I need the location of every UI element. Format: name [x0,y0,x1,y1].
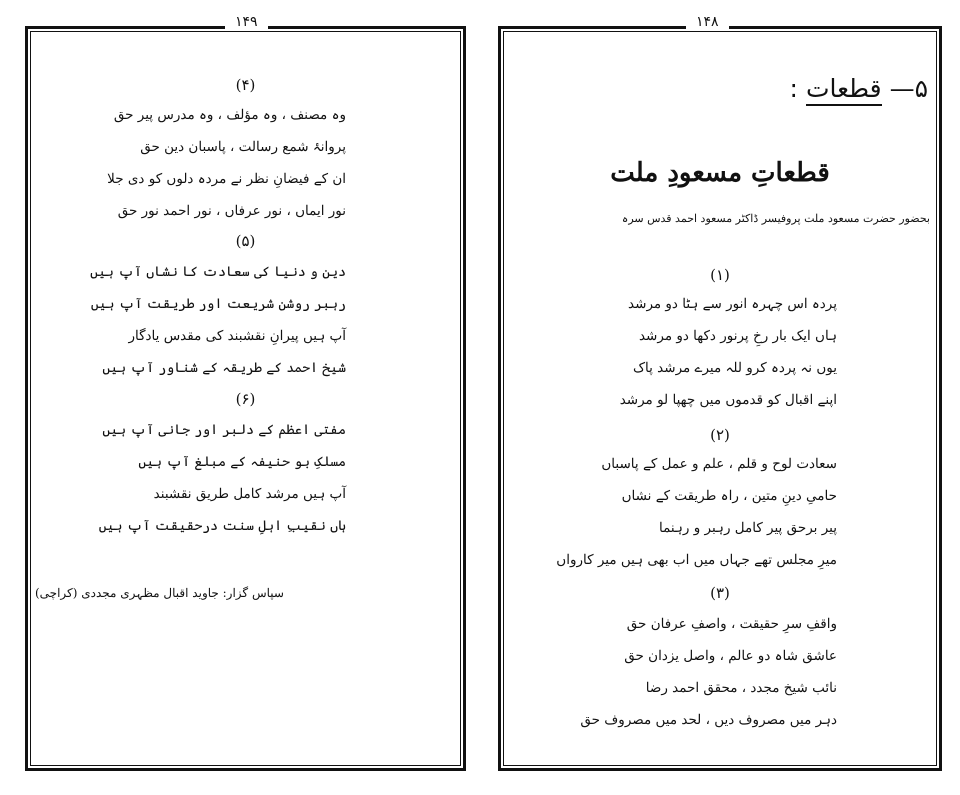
verse-line: حامیِ دینِ متین ، راہ طریقت کے نشاں [621,488,837,504]
section-marker: ۵— [889,74,928,103]
verse-line: ان کے فیضانِ نظر نے مردہ دلوں کو دی جلا [107,171,346,187]
verse-line: نائب شیخ مجدد ، محقق احمد رضا [645,680,837,696]
verse-line: ہاں نقیبِ اہلِ سنت درحقیقت آپ ہیں [98,518,346,534]
verse-line: آپ ہیں مرشد کامل طریق نقشبند [153,486,346,502]
page-number: ۱۴۸ [686,14,729,30]
verse-line: ہاں ایک بار رخِ پرنور دکھا دو مرشد [638,328,837,344]
credit-line: سپاس گزار: جاوید اقبال مظہری مجددی (کراچی) [35,586,284,600]
verse-line: یوں نہ پردہ کرو للہ میرے مرشد پاک [632,360,837,376]
verse-line: مسلکِ بو حنیفہ کے مبلغ آپ ہیں [138,454,346,470]
stanza-number: (۳) [710,584,730,602]
verse-line: پیر برحق پیر کامل رہبر و رہنما [658,520,837,536]
verse-line: نور ایماں ، نور عرفاں ، نور احمد نور حق [117,203,346,219]
stanza-number: (۵) [235,232,256,250]
dedication-line: بحضور حضرت مسعود ملت پروفیسر ڈاکٹر مسعود احمد قدس سرہ [621,212,930,225]
verse-line: میرِ مجلس تھے جہاں میں اب بھی ہیں میر کارواں [556,552,837,568]
verse-line: مفتی اعظم کے دلبر اور جانی آپ ہیں [102,422,346,438]
stanza-number: (۶) [235,390,256,408]
stanza-number: (۲) [710,426,730,444]
book-title: قطعاتِ مسعودِ ملت [610,158,830,188]
left-page [25,14,466,771]
verse-line: شیخ احمد کے طریقہ کے شناور آپ ہیں [102,360,346,376]
verse-line: عاشق شاہ دو عالم ، واصل یزدان حق [624,648,837,664]
verse-line: پروانۂ شمع رسالت ، پاسبان دین حق [140,139,346,155]
verse-line: رہبر روشن شریعت اور طریقت آپ ہیں [90,296,346,312]
verse-line: دین و دنیا کی سعادت کا نشاں آپ ہیں [90,264,346,280]
verse-line: آپ ہیں پیرانِ نقشبند کی مقدس یادگار [128,328,346,344]
verse-line: پردہ اس چہرہ انور سے ہٹا دو مرشد [628,296,837,312]
section-heading [790,74,928,103]
verse-line: وہ مصنف ، وہ مؤلف ، وہ مدرس پیر حق [113,107,346,123]
verse-line: واقفِ سرِ حقیقت ، واصفِ عرفان حق [626,616,837,632]
stanza-number: (۴) [235,76,256,94]
verse-line: دہر میں مصروف دیں ، لحد میں مصروف حق [580,712,837,728]
right-page [498,14,942,771]
verse-line: سعادت لوح و قلم ، علم و عمل کے پاسباں [601,456,837,472]
section-title: قطعات [806,74,882,106]
section-colon: : [789,74,798,103]
page-number: ۱۴۹ [225,14,268,30]
verse-line: اپنے اقبال کو قدموں میں چھپا لو مرشد [619,392,837,408]
stanza-number: (۱) [710,266,730,284]
